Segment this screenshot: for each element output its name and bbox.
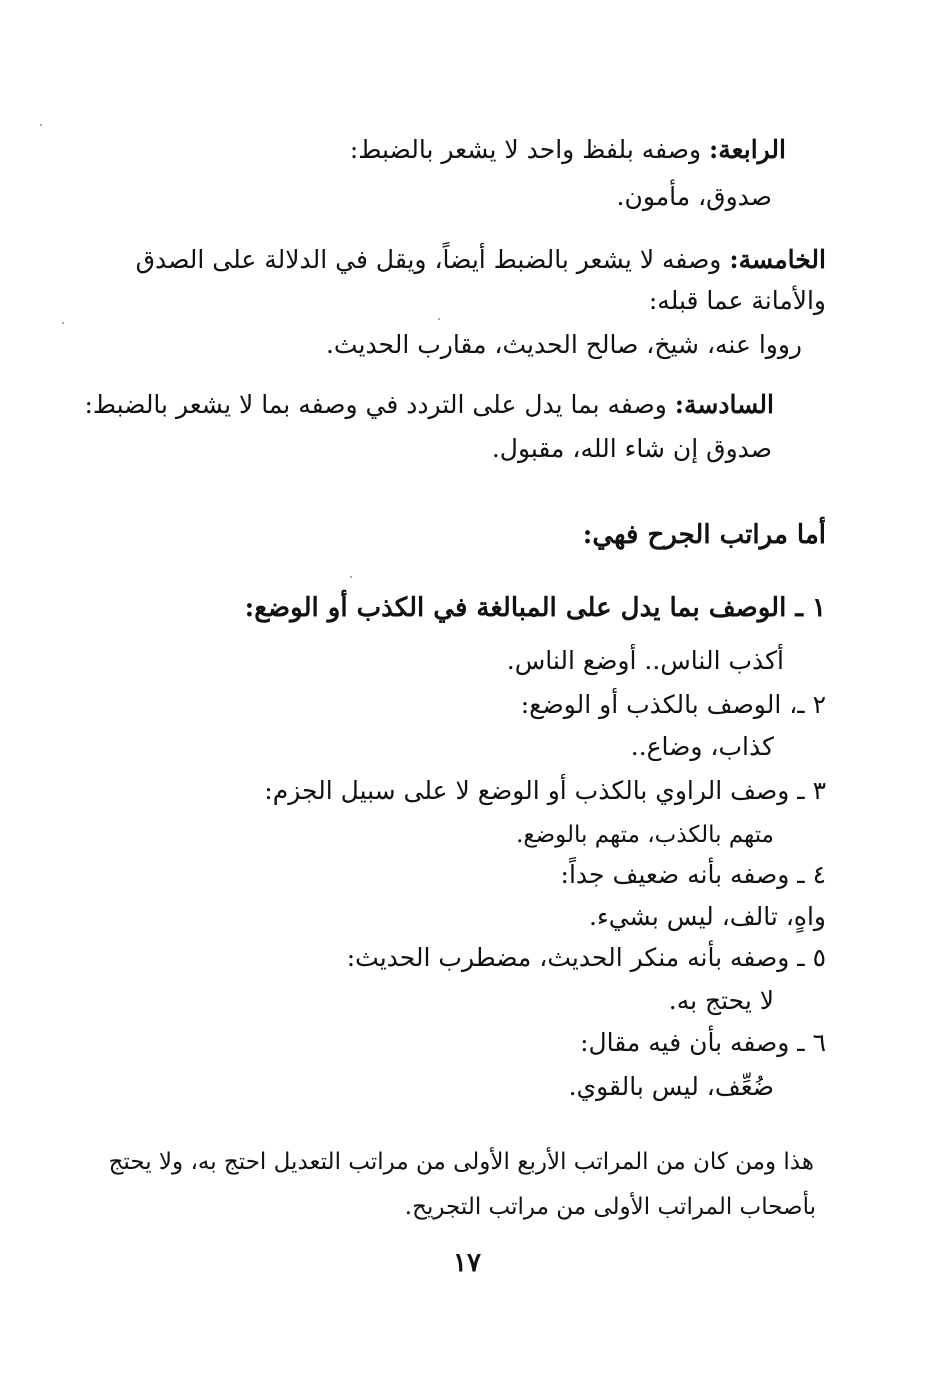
level-6-line — [84, 388, 774, 422]
jarh-level-2-label: ٢ ـ، الوصف بالكذب أو الوضع: — [520, 690, 826, 719]
level-6-description: وصفه بما يدل على التردد في وصفه بما لا يشعر بالضبط: — [84, 390, 667, 419]
conclusion-line-2: بأصحاب المراتب الأولى من مراتب التجريح. — [404, 1194, 816, 1220]
jarh-level-1-label: ١ ـ الوصف بما يدل على المبالغة في الكذب أو الوضع: — [244, 593, 826, 623]
jarh-level-6-label: ٦ ـ وصفه بأن فيه مقال: — [580, 1028, 826, 1057]
jarh-heading: أما مراتب الجرح فهي: — [582, 520, 826, 550]
level-6-term: السادسة: — [674, 390, 774, 419]
scan-speck — [40, 124, 42, 126]
scan-speck — [438, 318, 440, 320]
jarh-level-3-examples: متهم بالكذب، متهم بالوضع. — [516, 822, 774, 848]
level-4-term: الرابعة: — [709, 135, 786, 164]
level-4-description: وصفه بلفظ واحد لا يشعر بالضبط: — [349, 135, 702, 164]
jarh-level-1-examples: أكذب الناس.. أوضع الناس. — [506, 646, 784, 675]
level-4-line — [350, 133, 786, 167]
level-5-description-1: وصفه لا يشعر بالضبط أيضاً، ويقل في الدلالة على الصدق — [135, 245, 722, 274]
jarh-level-6-examples: ضُعِّف، ليس بالقوي. — [568, 1072, 774, 1101]
level-5-description-2: والأمانة عما قبله: — [648, 286, 826, 315]
conclusion-line-1: هذا ومن كان من المراتب الأربع الأولى من مراتب التعديل احتج به، ولا يحتج — [108, 1149, 814, 1175]
jarh-level-5-examples: لا يحتج به. — [668, 986, 774, 1015]
jarh-level-4-examples: واهٍ، تالف، ليس بشيء. — [589, 902, 826, 931]
jarh-level-5-label: ٥ ـ وصفه بأنه منكر الحديث، مضطرب الحديث: — [346, 943, 826, 972]
jarh-level-2-examples: كذاب، وضاع.. — [630, 732, 774, 761]
jarh-level-3-label: ٣ ـ وصف الراوي بالكذب أو الوضع لا على سبيل الجزم: — [264, 776, 826, 805]
level-5-term: الخامسة: — [729, 245, 826, 274]
page-number: ١٧ — [453, 1248, 481, 1278]
scan-speck — [62, 322, 64, 324]
jarh-level-4-label: ٤ ـ وصفه بأنه ضعيف جداً: — [560, 860, 826, 889]
level-5-line — [136, 243, 826, 277]
scan-speck — [350, 576, 352, 578]
level-5-examples: رووا عنه، شيخ، صالح الحديث، مقارب الحديث. — [325, 330, 802, 359]
level-6-examples: صدوق إن شاء الله، مقبول. — [491, 434, 772, 463]
level-4-examples: صدوق، مأمون. — [616, 182, 772, 211]
